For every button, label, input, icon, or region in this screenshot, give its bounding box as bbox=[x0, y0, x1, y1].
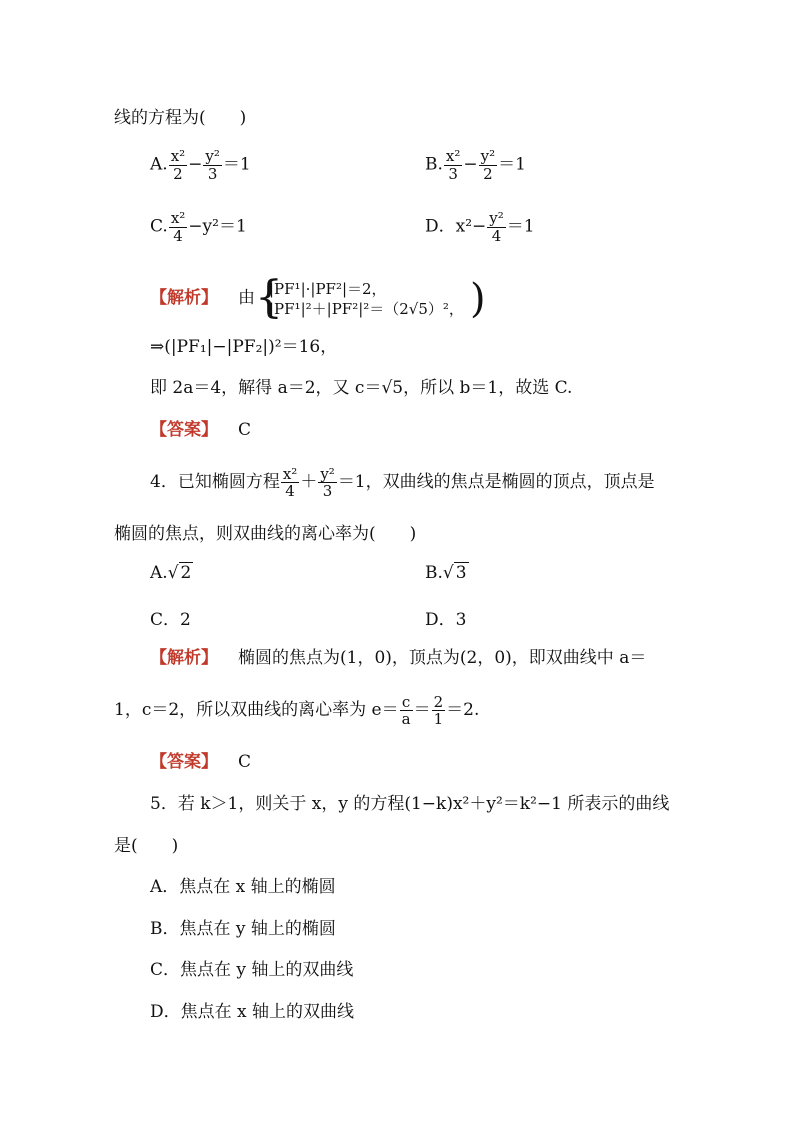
q5-option-c[interactable]: C．焦点在 y 轴上的双曲线 bbox=[150, 960, 354, 980]
q5-stem-line1: 5．若 k＞1，则关于 x，y 的方程(1−k)x²＋y²＝k²−1 所表示的曲线 bbox=[150, 794, 670, 814]
q3-option-b[interactable]: B. $\frac{\text{x²}}{3}$ − $\frac{\text{y²}}{2}$ ＝1 bbox=[425, 147, 526, 183]
sqrt-symbol: √ 2 bbox=[167, 563, 192, 583]
q4-analysis-line1: 【解析】 椭圆的焦点为(1，0)，顶点为(2，0)，即双曲线中 a＝ bbox=[150, 648, 647, 668]
q4-stem-line2: 椭圆的焦点，则双曲线的离心率为( ) bbox=[114, 524, 417, 544]
q3-option-a[interactable]: A. $\frac{\text{x²}}{2}$ − $\frac{\text{y²}}{3}$ ＝1 bbox=[150, 147, 251, 183]
fraction: $\frac{\text{x²}}{4}$ bbox=[170, 209, 186, 245]
q4-option-c[interactable]: C．2 bbox=[150, 610, 191, 630]
q4-option-a[interactable]: A.√ 2 bbox=[150, 563, 192, 583]
q3-stem-tail: 线的方程为( ) bbox=[114, 108, 247, 128]
fraction: $\frac{2}{1}$ bbox=[433, 692, 444, 728]
answer-tag: 【答案】 bbox=[150, 420, 218, 440]
fraction: $\frac{\text{x²}}{4}$ bbox=[282, 464, 298, 500]
q5-stem-line2: 是( ) bbox=[114, 836, 179, 856]
q5-option-d[interactable]: D．焦点在 x 轴上的双曲线 bbox=[150, 1002, 355, 1022]
q5-option-a[interactable]: A．焦点在 x 轴上的椭圆 bbox=[150, 877, 336, 897]
q4-analysis-line2: 1，c＝2，所以双曲线的离心率为 e＝ $\frac{c}{a}$ ＝ $\frac{2}{1}$ ＝2. bbox=[114, 692, 480, 728]
q4-option-b[interactable]: B.√ 3 bbox=[425, 563, 467, 583]
fraction: $\frac{\text{y²}}{4}$ bbox=[489, 209, 504, 245]
q3-analysis: 【解析】 由 { |PF¹|·|PF²|＝2， |PF¹|²＋|PF²|²＝（2√5）²， ) bbox=[150, 278, 486, 319]
equation-system: { |PF¹|·|PF²|＝2， |PF¹|²＋|PF²|²＝（2√5）²， bbox=[255, 279, 464, 319]
fraction: $\frac{c}{a}$ bbox=[401, 692, 411, 728]
fraction: $\frac{\text{y²}}{2}$ bbox=[480, 147, 496, 183]
q3-option-c[interactable]: C. $\frac{\text{x²}}{4}$ −y²＝1 bbox=[150, 209, 247, 245]
fraction: $\frac{\text{x²}}{2}$ bbox=[170, 147, 186, 183]
q5-option-b[interactable]: B．焦点在 y 轴上的椭圆 bbox=[150, 919, 336, 939]
fraction: $\frac{\text{y²}}{3}$ bbox=[320, 464, 335, 500]
q4-answer: 【答案】 C bbox=[150, 752, 252, 772]
analysis-tag: 【解析】 bbox=[150, 288, 218, 308]
fraction: $\frac{\text{x²}}{3}$ bbox=[445, 147, 461, 183]
q3-analysis-line2: ⇒(|PF₁|−|PF₂|)²＝16， bbox=[150, 337, 338, 357]
q4-option-d[interactable]: D．3 bbox=[425, 610, 467, 630]
q4-stem-line1: 4．已知椭圆方程 $\frac{\text{x²}}{4}$ ＋ $\frac{\text{y²}}{3}$ ＝1，双曲线的焦点是椭圆的顶点，顶点是 bbox=[150, 464, 655, 500]
fraction: $\frac{\text{y²}}{3}$ bbox=[205, 147, 220, 183]
q3-option-d[interactable]: D．x²− $\frac{\text{y²}}{4}$ ＝1 bbox=[425, 209, 535, 245]
analysis-tag: 【解析】 bbox=[150, 648, 218, 668]
sqrt-symbol: √ 3 bbox=[442, 563, 467, 583]
q3-answer: 【答案】 C bbox=[150, 420, 252, 440]
answer-tag: 【答案】 bbox=[150, 752, 218, 772]
system-close-paren: ) bbox=[469, 275, 486, 322]
q3-analysis-line3: 即 2a＝4，解得 a＝2，又 c＝√5，所以 b＝1，故选 C. bbox=[150, 378, 573, 398]
